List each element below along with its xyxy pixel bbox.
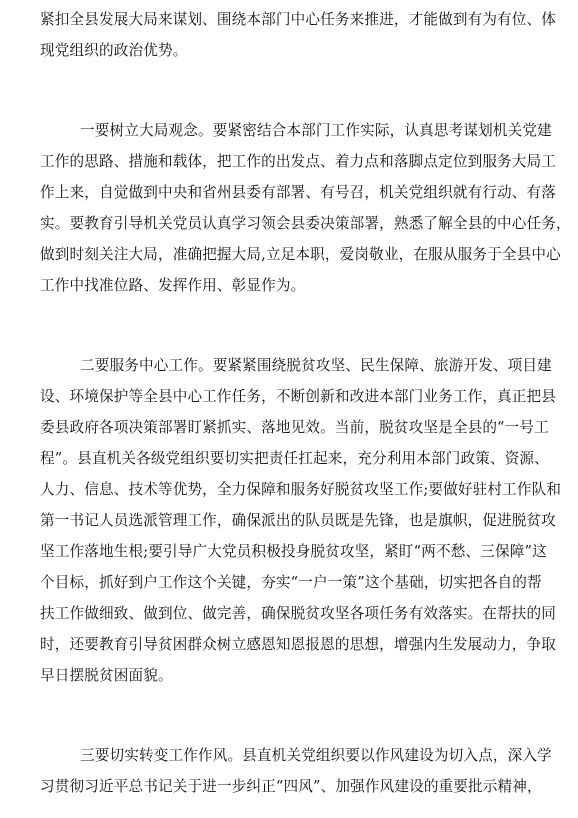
text-line: 习贯彻习近平总书记关于进一步纠正“四风”、加强作风建设的重要批示精神， (40, 778, 542, 795)
text-line: 扶工作做细致、做到位、做完善，确保脱贫攻坚各项任务有效落实。在帮扶的同 (40, 605, 557, 622)
text-line: 坚工作落地生根;要引导广大党员积极投身脱贫攻坚，紧盯“两不愁、三保障”这 (40, 543, 547, 560)
paragraph-4 (40, 740, 550, 802)
text-line: 设、环境保护等全县中心工作任务，不断创新和改进本部门业务工作，真正把县 (40, 388, 557, 405)
text-line: 委县政府各项决策部署盯紧抓实、落地见效。当前，脱贫攻坚是全县的“一号工 (40, 419, 549, 436)
text-line: 工作中找准位路、发挥作用、彰显作为。 (40, 277, 306, 294)
paragraph-2 (40, 115, 571, 301)
text-line: 早日摆脱贫困面貌。 (40, 667, 173, 684)
text-line: 二要服务中心工作。要紧紧围绕脱贫攻坚、民生保障、旅游开发、项目建 (80, 357, 552, 374)
paragraph-3 (40, 350, 562, 691)
text-line: 作上来，自觉做到中央和省州县委有部署、有号召，机关党组织就有行动、有落 (40, 184, 557, 201)
text-line: 时，还要教育引导贫困群众树立感恩知恩报恩的思想，增强内生发展动力，争取 (40, 636, 557, 653)
text-line: 实。要教育引导机关党员认真学习领会县委决策部署，熟悉了解全县的中心任务， (40, 215, 571, 232)
text-line: 人力、信息、技术等优势，全力保障和服务好脱贫攻坚工作;要做好驻村工作队和 (40, 481, 562, 498)
text-line: 做到时刻关注大局，准确把握大局,立足本职，爱岗敬业，在服从服务于全县中心 (40, 246, 561, 263)
text-line: 程”。县直机关各级党组织要切实把责任扛起来，充分利用本部门政策、资源、 (40, 450, 549, 467)
text-line: 工作的思路、措施和载体，把工作的出发点、着力点和落脚点定位到服务大局工 (40, 153, 557, 170)
paragraph-gap (40, 691, 550, 740)
text-line: 三要切实转变工作作风。县直机关党组织要以作风建设为切入点，深入学 (80, 747, 552, 764)
text-line: 第一书记人员选派管理工作，确保派出的队员既是先锋，也是旗帜，促进脱贫攻 (40, 512, 557, 529)
text-line: 紧扣全县发展大局来谋划、围绕本部门中心任务来推进，才能做到有为有位、体 (40, 11, 557, 28)
text-line: 现党组织的政治优势。 (40, 42, 188, 59)
paragraph-gap (40, 66, 550, 115)
paragraph-gap (40, 301, 550, 350)
text-line: 一要树立大局观念。要紧密结合本部门工作实际，认真思考谋划机关党建 (80, 122, 552, 139)
text-line: 个目标，抓好到户工作这个关键，夯实“一户一策”这个基础，切实把各自的帮 (40, 574, 542, 591)
paragraph-1 (40, 4, 557, 66)
